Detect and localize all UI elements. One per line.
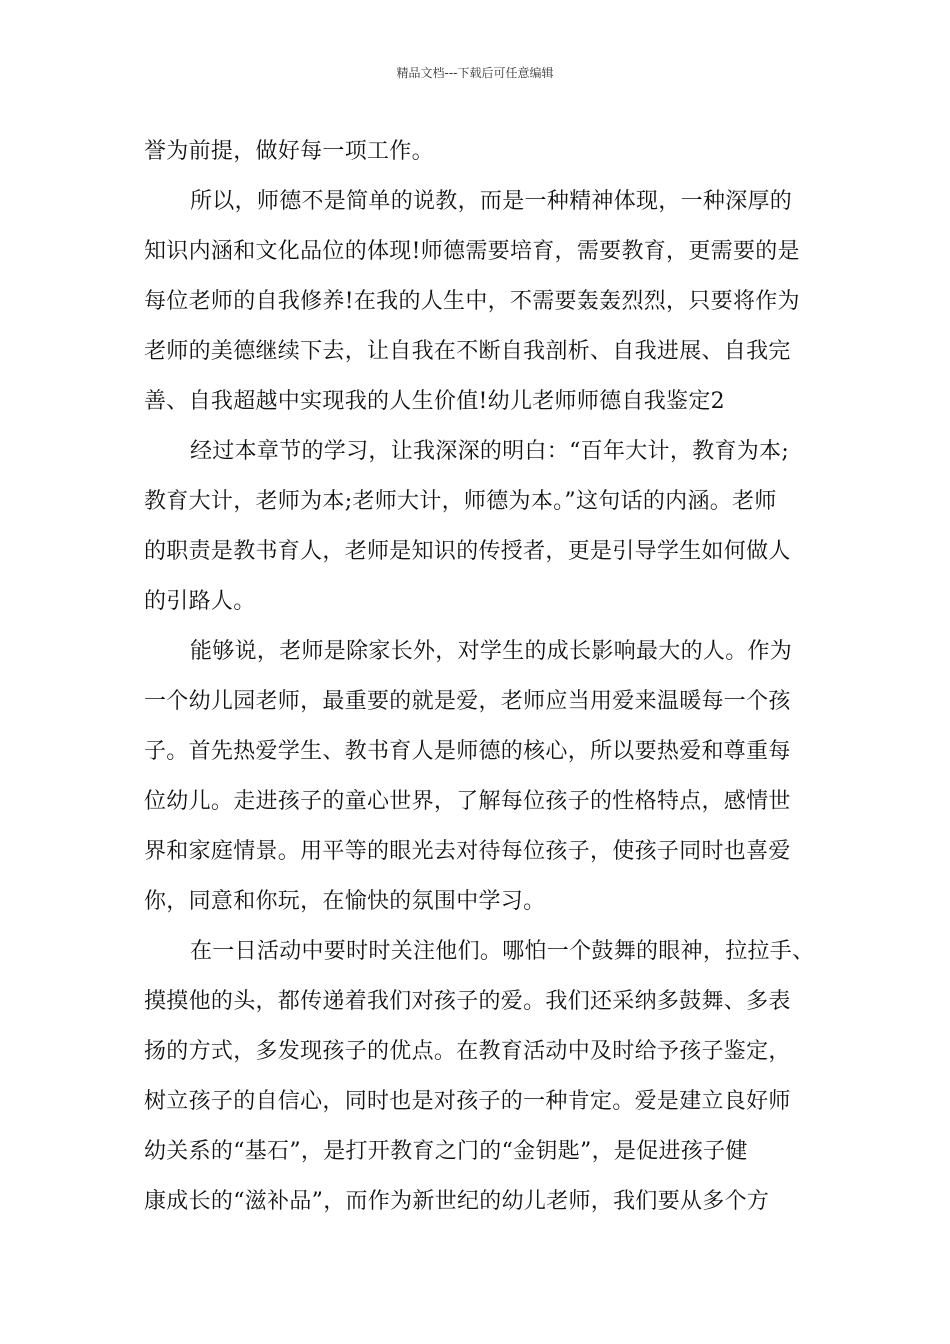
text-line: 经过本章节的学习，让我深深的明白：“百年大计，教育为本;	[190, 439, 790, 464]
text-line: 树立孩子的自信心，同时也是对孩子的一种肯定。爱是建立良好师	[144, 1089, 791, 1114]
text-line: 扬的方式，多发现孩子的优点。在教育活动中及时给予孩子鉴定，	[144, 1039, 791, 1064]
text-line: 在一日活动中要时时关注他们。哪怕一个鼓舞的眼神，拉拉手、	[190, 939, 815, 964]
text-line: 每位老师的自我修养!在我的人生中，不需要轰轰烈烈，只要将作为	[144, 289, 800, 314]
text-line: 摸摸他的头，都传递着我们对孩子的爱。我们还采纳多鼓舞、多表	[144, 989, 791, 1014]
text-line: 善、自我超越中实现我的人生价值!幼儿老师师德自我鉴定2	[144, 389, 725, 414]
text-line: 幼关系的“基石”，是打开教育之门的“金钥匙”，是促进孩子健	[144, 1139, 748, 1164]
text-line: 誉为前提，做好每一项工作。	[144, 139, 434, 164]
document-body	[144, 127, 824, 1227]
text-line: 所以，师德不是简单的说教，而是一种精神体现，一种深厚的	[190, 189, 793, 214]
text-line: 一个幼儿园老师，最重要的就是爱，老师应当用爱来温暖每一个孩	[144, 689, 791, 714]
text-line: 子。首先热爱学生、教书育人是师德的核心，所以要热爱和尊重每	[144, 739, 791, 764]
text-line: 位幼儿。走进孩子的童心世界，了解每位孩子的性格特点，感情世	[144, 789, 791, 814]
text-line: 康成长的“滋补品”，而作为新世纪的幼儿老师，我们要从多个方	[144, 1189, 770, 1214]
text-line: 界和家庭情景。用平等的眼光去对待每位孩子，使孩子同时也喜爱	[144, 839, 791, 864]
text-line: 的引路人。	[144, 589, 256, 614]
text-line: 能够说，老师是除家长外，对学生的成长影响最大的人。作为	[190, 639, 793, 664]
text-line: 教育大计，老师为本;老师大计，师德为本。”这句话的内涵。老师	[144, 489, 777, 514]
text-line: 老师的美德继续下去，让自我在不断自我剖析、自我进展、自我完	[144, 339, 791, 364]
text-line: 知识内涵和文化品位的体现!师德需要培育，需要教育，更需要的是	[144, 239, 800, 264]
page-header: 精品文档---下载后可任意编辑	[396, 66, 554, 80]
text-line: 的职责是教书育人，老师是知识的传授者，更是引导学生如何做人	[144, 539, 791, 564]
text-line: 你，同意和你玩，在愉快的氛围中学习。	[144, 889, 546, 914]
